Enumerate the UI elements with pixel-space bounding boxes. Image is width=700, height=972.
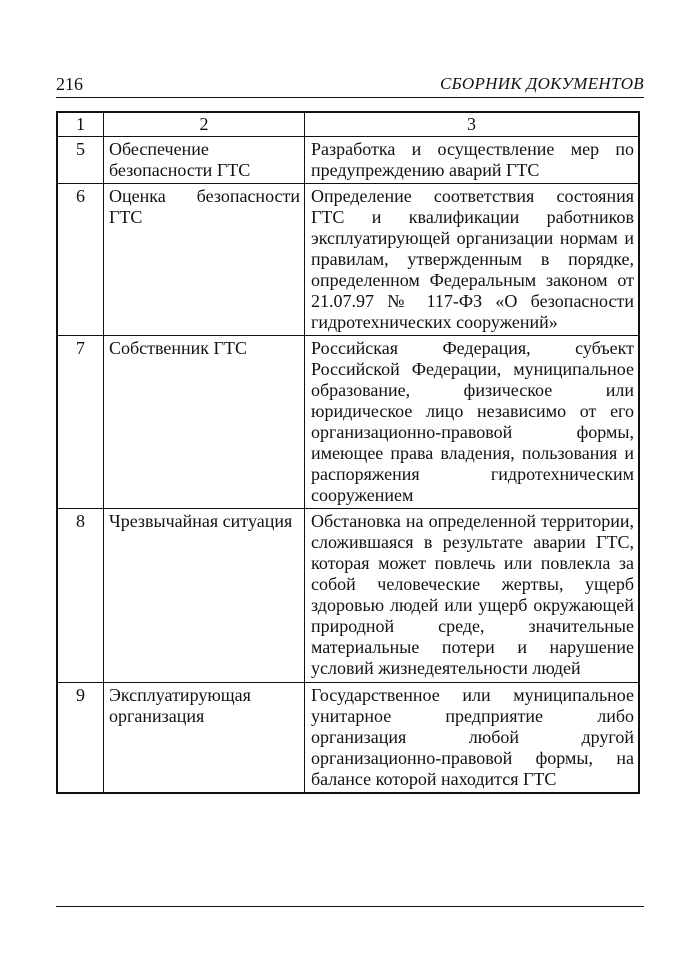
table-row — [57, 683, 639, 794]
page-header — [56, 74, 644, 98]
row-number: 7 — [57, 336, 104, 509]
row-definition: Государственное или муниципальное унитарное предприятие либо организация любой другой организационно-правовой формы, на балансе которой находится ГТС — [305, 683, 640, 794]
table-row — [57, 509, 639, 683]
table-header-row — [57, 112, 639, 137]
table-row — [57, 137, 639, 184]
row-definition: Обстановка на определенной территории, сложившаяся в результате аварии ГТС, которая может повлечь или повлекла за собой человеческие жертвы, ущерб здоровью людей или ущерб окружающей природной среде, значительные материальные потери и нарушение условий жизнедеятельности людей — [305, 509, 640, 683]
row-number: 8 — [57, 509, 104, 683]
row-number: 9 — [57, 683, 104, 794]
page-number: 216 — [56, 74, 83, 94]
column-header-2: 2 — [104, 112, 305, 137]
table-row — [57, 184, 639, 336]
row-definition: Разработка и осуществление мер по предупреждению аварий ГТС — [305, 137, 640, 184]
table-row — [57, 336, 639, 509]
row-term: Обеспечение безопасности ГТС — [104, 137, 305, 184]
column-header-3: 3 — [305, 112, 640, 137]
row-term: Чрезвычайная ситуация — [104, 509, 305, 683]
running-title: СБОРНИК ДОКУМЕНТОВ — [439, 74, 644, 93]
row-term: Эксплуатирующая организация — [104, 683, 305, 794]
header-rule — [56, 97, 644, 98]
column-header-1: 1 — [57, 112, 104, 137]
row-number: 6 — [57, 184, 104, 336]
row-term: Собственник ГТС — [104, 336, 305, 509]
row-number: 5 — [57, 137, 104, 184]
row-definition: Российская Федерация, субъект Российской Федерации, муниципальное образование, физическое или юридическое лицо независимо от его организационно-правовой формы, имеющее права владения, пользования и распоряжения гидротехническим сооружением — [305, 336, 640, 509]
definitions-table — [56, 111, 640, 794]
row-definition: Определение соответствия состояния ГТС и квалификации работников эксплуатирующей организации нормам и правилам, утвержденным в порядке, определенном Федеральным законом от 21.07.97 № 117-ФЗ «О безопасности гидротехнических сооружений» — [305, 184, 640, 336]
footer-rule — [56, 906, 644, 907]
row-term: Оценка безопасности ГТС — [104, 184, 305, 336]
